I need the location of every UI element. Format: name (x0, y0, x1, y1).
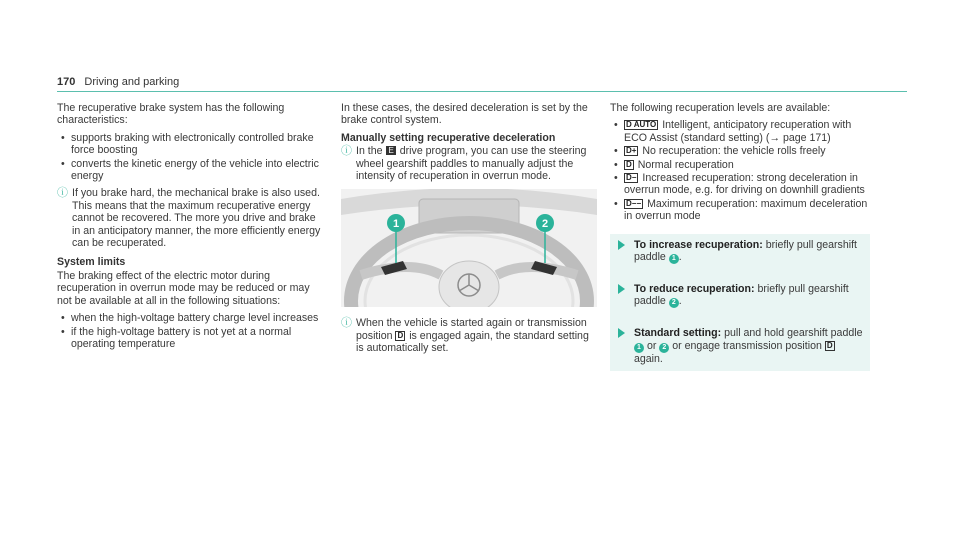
step-label: Standard setting: (634, 327, 722, 340)
info-note (57, 187, 325, 249)
limits-list (57, 312, 325, 350)
step-text: briefly pull gearshift paddle (634, 238, 857, 264)
drive-position-symbol: D (397, 330, 404, 340)
system-limits-heading: System limits (57, 256, 126, 269)
drive-position-symbol: D (826, 340, 833, 350)
step-label: To reduce recuperation: (634, 283, 755, 296)
step-text: briefly pull gearshift paddle (634, 283, 849, 308)
info-note (341, 317, 597, 354)
step-text: or engage transmission position (672, 339, 822, 352)
intro-text: The recuperative brake system has the following characteristics: (57, 102, 285, 127)
paddle-badge: 1 (669, 254, 679, 264)
step-text: again. (634, 352, 663, 365)
step-label: To increase recuperation: (634, 238, 763, 251)
step-end: . (678, 295, 682, 308)
intro-text: In these cases, the desired deceleration is set by the brake control system. (341, 102, 588, 127)
level-text: Intelligent, anticipatory recuperation with ECO Assist (standard setting) (→ page 171) (624, 119, 852, 144)
level-text: No recuperation: the vehicle rolls freely (642, 145, 826, 158)
list-item: • if the high-voltage battery is not yet at a normal operating temperature (57, 326, 325, 351)
step-text: or (646, 339, 657, 352)
paddle-badge: 2 (659, 343, 669, 353)
level-text: Normal recuperation (637, 158, 734, 171)
paddle-badge: 1 (634, 343, 644, 353)
steering-wheel-illustration (341, 189, 597, 307)
recuperation-levels-list (610, 119, 870, 222)
list-item: • supports braking with electronically controlled brake force boosting (57, 132, 325, 157)
step-text: pull and hold gearshift paddle (724, 327, 863, 340)
list-item (610, 119, 870, 144)
column-2 (341, 102, 597, 362)
note-text: is engaged again, the standard setting is automatically set. (356, 329, 589, 355)
step-arrow-icon (618, 328, 625, 338)
list-item: • when the high-voltage battery charge level increases (57, 312, 325, 324)
note-text: drive program, you can use the steering wheel gearshift paddles to manually adjust the intensity of recuperation in overrun mode. (356, 145, 587, 183)
limits-text: The braking effect of the electric motor during recuperation in overrun mode may be reduced or may not be available at all in the following situations: (57, 269, 310, 307)
level-text: Increased recuperation: strong deceleration in overrun mode, e.g. for driving on downhill gradients (624, 172, 865, 197)
callout-2: 2 (541, 218, 549, 231)
steering-wheel-svg (341, 189, 597, 307)
list-item (610, 159, 870, 171)
step-reduce (610, 278, 870, 314)
info-icon: ⓘ (341, 317, 352, 330)
intro-text: The following recuperation levels are available: (610, 102, 831, 114)
drive-program-symbol: E (388, 146, 394, 156)
note-text: If you brake hard, the mechanical brake is also used. This means that the maximum recuperative energy cannot be recovered. The more you drive and brake in an anticipatory manner, the more efficiently energy can be recuperated. (72, 187, 321, 250)
step-gap (610, 270, 870, 278)
level-symbol: D AUTO (626, 120, 657, 130)
step-standard (610, 322, 870, 371)
characteristics-list (57, 132, 325, 183)
note-text: In the (356, 145, 383, 158)
callout-1: 1 (392, 218, 400, 231)
page-number: 170 (57, 76, 76, 88)
column-1 (57, 102, 325, 355)
level-symbol: D− (626, 173, 637, 183)
list-item (610, 145, 870, 157)
step-end: . (678, 251, 682, 264)
step-gap (610, 314, 870, 322)
level-symbol: D+ (626, 146, 637, 156)
section-title: Driving and parking (84, 76, 180, 88)
info-icon: ⓘ (341, 145, 352, 158)
page-header (57, 76, 179, 88)
manual-recuperation-heading: Manually setting recuperative deceleration (341, 131, 556, 144)
paddle-badge: 2 (669, 298, 679, 308)
level-text: Maximum recuperation: maximum deceleration in overrun mode (624, 197, 868, 223)
header-rule (57, 91, 907, 92)
level-symbol: D−− (626, 198, 642, 208)
list-item (610, 198, 870, 223)
info-note (341, 145, 597, 182)
step-arrow-icon (618, 240, 625, 250)
level-symbol: D (626, 159, 632, 169)
step-arrow-icon (618, 284, 625, 294)
list-item: • converts the kinetic energy of the vehicle into electric energy (57, 158, 325, 183)
step-increase (610, 234, 870, 270)
list-item (610, 172, 870, 197)
info-icon: ⓘ (57, 187, 68, 200)
column-3 (610, 102, 870, 371)
note-text: When the vehicle is started again or transmission position (356, 317, 587, 342)
